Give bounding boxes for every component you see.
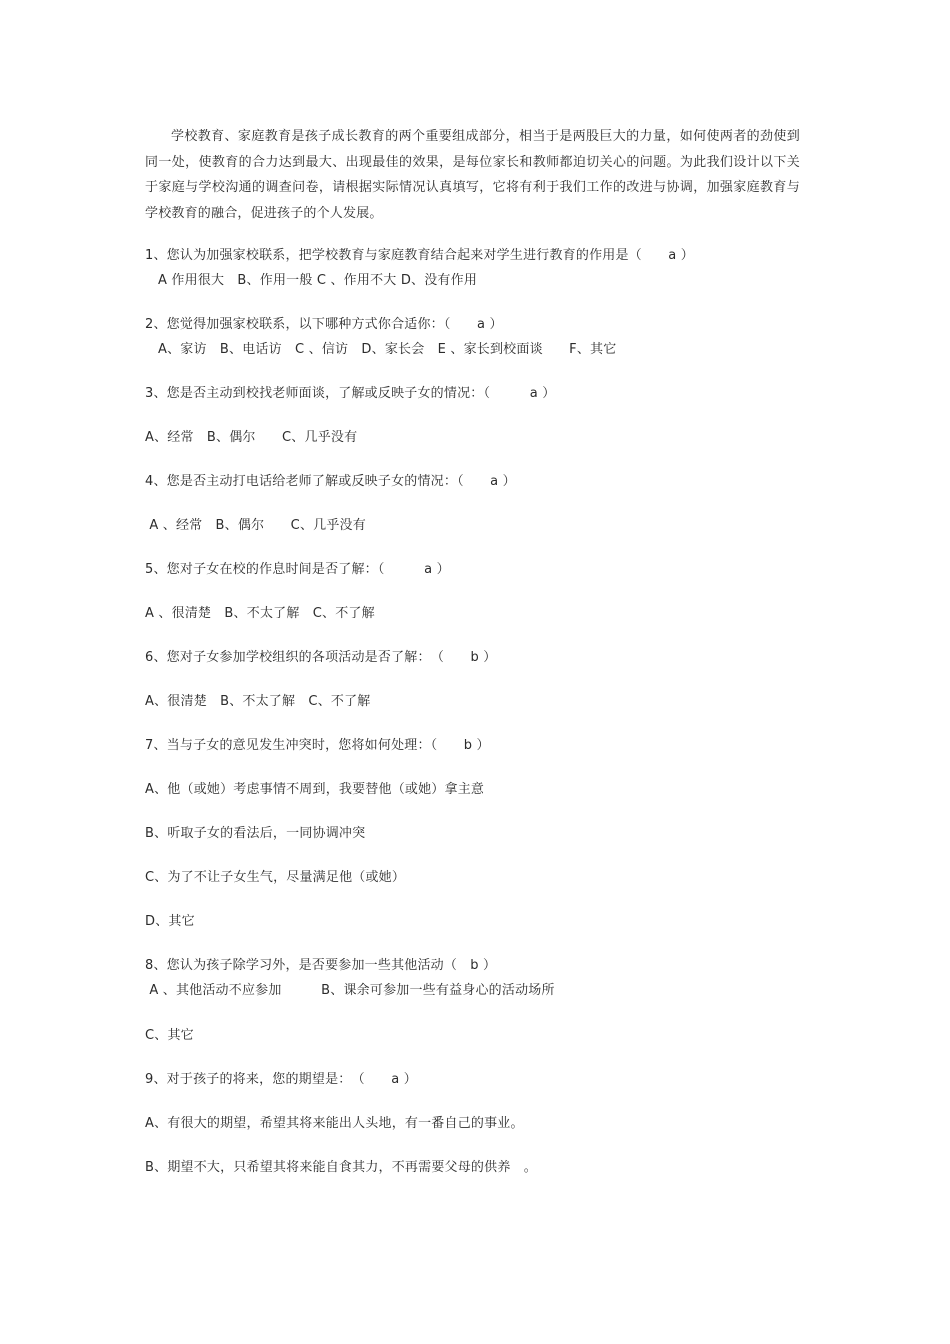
question-5: 5、您对子女在校的作息时间是否了解：（ a ） [145, 562, 450, 577]
question-8: 8、您认为孩子除学习外，是否要参加一些其他活动（ b ） [145, 958, 497, 973]
question-4-options: A 、经常 B、偶尔 C、几乎没有 [145, 518, 366, 533]
question-7-option-a: A、他（或她）考虑事情不周到，我要替他（或她）拿主意 [145, 782, 485, 797]
question-5-options: A 、很清楚 B、不太了解 C、不了解 [145, 606, 375, 621]
question-7-option-b: B、听取子女的看法后，一同协调冲突 [145, 826, 366, 841]
question-1: 1、您认为加强家校联系，把学校教育与家庭教育结合起来对学生进行教育的作用是（ a ） [145, 248, 694, 263]
question-2-options: A、家访 B、电话访 C 、信访 D、家长会 E 、家长到校面谈 F、其它 [145, 342, 617, 357]
question-2: 2、您觉得加强家校联系，以下哪种方式你合适你：（ a ） [145, 317, 503, 332]
question-6-options: A、很清楚 B、不太了解 C、不了解 [145, 694, 371, 709]
question-9-option-a: A、有很大的期望，希望其将来能出人头地，有一番自己的事业。 [145, 1116, 524, 1131]
question-9-option-b: B、期望不大，只希望其将来能自食其力，不再需要父母的供养 。 [145, 1160, 537, 1175]
question-7-option-c: C、为了不让子女生气，尽量满足他（或她） [145, 870, 406, 885]
intro-paragraph: 学校教育、家庭教育是孩子成长教育的两个重要组成部分，相当于是两股巨大的力量，如何使两者的劲使到同一处，使教育的合力达到最大、出现最佳的效果，是每位家长和教师都迫切关心的问题。为此我们设计以下关于家庭与学校沟通的调查问卷，请根据实际情况认真填写，它将有利于我们工作的改进与协调，加强家庭教育与学校教育的融合，促进孩子的个人发展。 [145, 129, 800, 221]
question-4: 4、您是否主动打电话给老师了解或反映子女的情况：（ a ） [145, 474, 516, 489]
question-6: 6、您对子女参加学校组织的各项活动是否了解： （ b ） [145, 650, 497, 665]
question-9: 9、对于孩子的将来，您的期望是： （ a ） [145, 1072, 417, 1087]
question-7: 7、当与子女的意见发生冲突时，您将如何处理：（ b ） [145, 738, 490, 753]
question-3-options: A、经常 B、偶尔 C、几乎没有 [145, 430, 358, 445]
question-7-option-d: D、其它 [145, 914, 195, 929]
question-8-option-c: C、其它 [145, 1028, 194, 1043]
question-3: 3、您是否主动到校找老师面谈，了解或反映子女的情况：（ a ） [145, 386, 556, 401]
question-8-options-ab: A 、其他活动不应参加 B、课余可参加一些有益身心的活动场所 [145, 983, 555, 998]
question-1-options: A 作用很大 B、作用一般 C 、作用不大 D、没有作用 [145, 273, 478, 288]
